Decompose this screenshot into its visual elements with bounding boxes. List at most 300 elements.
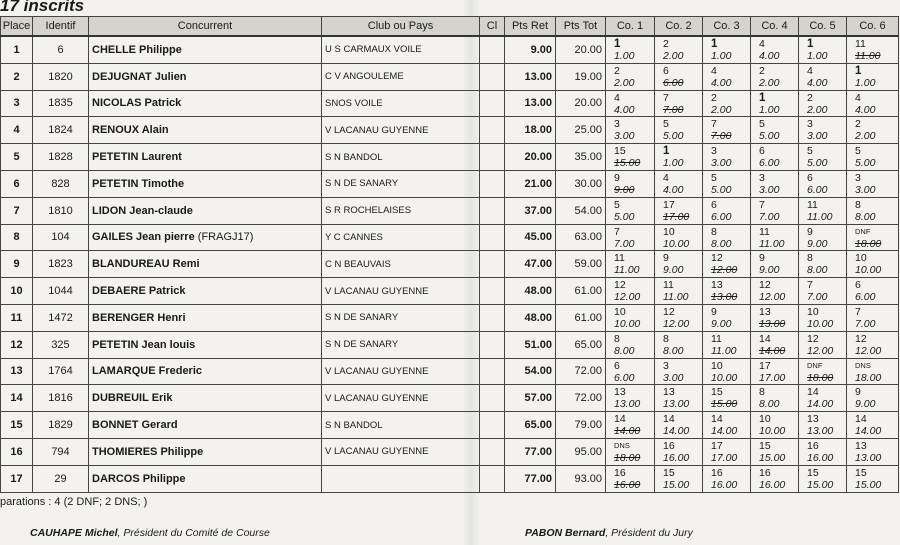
race-rank: 15 <box>663 466 675 479</box>
race-result-cell <box>847 170 899 197</box>
class-cell <box>480 412 505 439</box>
race-result-cell <box>655 251 703 278</box>
place-cell: 15 <box>1 412 33 439</box>
race-rank: 13 <box>711 279 723 292</box>
race-points-discarded: 18.00 <box>855 237 882 250</box>
race-points: 2.00 <box>759 76 780 89</box>
club-cell: SNOS VOILE <box>322 90 480 117</box>
place-cell: 17 <box>1 465 33 492</box>
place-cell: 1 <box>1 36 33 63</box>
race-rank: 6 <box>855 279 861 292</box>
race-result-cell <box>847 385 899 412</box>
competitor-cell <box>89 90 322 117</box>
race-points: 11.00 <box>663 291 689 304</box>
club-cell: S N DE SANARY <box>322 331 480 358</box>
competitor-cell <box>89 385 322 412</box>
club-cell: S N DE SANARY <box>322 170 480 197</box>
race-rank: 2 <box>855 118 861 131</box>
race-points: 14.00 <box>663 425 690 438</box>
race-points: 4.00 <box>614 103 635 116</box>
race-result-cell <box>751 117 799 144</box>
race-points-discarded: 13.00 <box>711 291 738 304</box>
race-result-cell <box>655 438 703 465</box>
points-retained-cell: 47.00 <box>505 251 556 278</box>
class-cell <box>480 224 505 251</box>
place-cell: 5 <box>1 144 33 171</box>
identif-cell: 104 <box>33 224 89 251</box>
race-points-discarded: 12.00 <box>711 264 738 277</box>
race-result-cell <box>655 197 703 224</box>
points-total-cell: 19.00 <box>556 63 606 90</box>
points-retained-cell: 57.00 <box>505 385 556 412</box>
race-rank: 2 <box>807 91 813 104</box>
race-rank: 7 <box>711 118 717 131</box>
race-result-cell <box>799 197 847 224</box>
competitor-cell <box>89 304 322 331</box>
race-result-cell <box>799 385 847 412</box>
race-rank: 14 <box>759 332 771 345</box>
race-rank: 17 <box>663 198 675 211</box>
competitor-cell <box>89 412 322 439</box>
race-result-cell <box>655 170 703 197</box>
race-rank: 10 <box>759 413 771 426</box>
competitor-name: PETETIN Timothe <box>92 177 185 190</box>
race-rank: 6 <box>711 198 717 211</box>
race-rank: 7 <box>614 225 620 238</box>
race-rank: 13 <box>807 413 819 426</box>
race-result-cell <box>847 63 899 90</box>
race-result-cell <box>847 331 899 358</box>
race-points: 11.00 <box>807 210 833 223</box>
race-result-cell <box>751 412 799 439</box>
race-points: 8.00 <box>711 237 732 250</box>
race-result-cell <box>606 197 655 224</box>
race-result-cell <box>751 438 799 465</box>
column-header: Place <box>1 17 33 37</box>
race-result-cell <box>847 224 899 251</box>
race-points: 16.00 <box>759 478 786 491</box>
identif-cell: 1810 <box>33 197 89 224</box>
race-rank: 14 <box>614 413 626 426</box>
competitor-name: DEJUGNAT Julien <box>92 70 187 83</box>
table-header <box>1 17 899 37</box>
race-rank: 5 <box>614 198 620 211</box>
race-rank: 10 <box>855 252 867 265</box>
points-retained-cell: 20.00 <box>505 144 556 171</box>
signatory-name: PABON Bernard <box>525 527 606 539</box>
race-points: 12.00 <box>759 291 786 304</box>
class-cell <box>480 465 505 492</box>
place-cell: 13 <box>1 358 33 385</box>
race-rank: 11 <box>807 198 818 211</box>
race-result-cell <box>751 170 799 197</box>
competitor-name: CHELLE Philippe <box>92 43 182 56</box>
race-rank: 17 <box>711 439 723 452</box>
race-result-cell <box>751 90 799 117</box>
race-result-cell <box>799 304 847 331</box>
club-cell: V LACANAU GUYENNE <box>322 358 480 385</box>
race-points: 9.00 <box>807 237 828 250</box>
column-header: Cl <box>480 17 505 37</box>
race-points: 10.00 <box>855 264 882 277</box>
identif-cell: 1828 <box>33 144 89 171</box>
class-cell <box>480 278 505 305</box>
race-result-cell <box>799 36 847 63</box>
page-title: 17 inscrits <box>0 0 85 15</box>
race-points: 9.00 <box>711 317 732 330</box>
race-points: 2.00 <box>807 103 828 116</box>
race-rank: 12 <box>807 332 819 345</box>
race-rank: 16 <box>807 439 819 452</box>
race-result-cell <box>606 465 655 492</box>
identif-cell: 1823 <box>33 251 89 278</box>
signature-jury <box>525 527 693 539</box>
race-result-cell <box>703 251 751 278</box>
race-result-cell <box>655 331 703 358</box>
race-rank: 9 <box>855 386 861 399</box>
race-points: 4.00 <box>711 76 732 89</box>
race-points: 1.00 <box>759 103 780 116</box>
club-cell: C N BEAUVAIS <box>322 251 480 278</box>
race-result-cell <box>606 224 655 251</box>
race-points: 5.00 <box>855 157 876 170</box>
table-row <box>1 197 899 224</box>
race-result-cell <box>751 331 799 358</box>
race-rank: 7 <box>663 91 669 104</box>
race-points: 3.00 <box>711 157 732 170</box>
identif-cell: 1820 <box>33 63 89 90</box>
competitor-cell <box>89 438 322 465</box>
class-cell <box>480 170 505 197</box>
race-rank: 4 <box>711 64 717 77</box>
race-rank: 12 <box>759 279 771 292</box>
club-cell: V LACANAU GUYENNE <box>322 385 480 412</box>
race-points: 6.00 <box>855 291 876 304</box>
race-result-cell <box>606 331 655 358</box>
race-rank: 10 <box>807 305 819 318</box>
race-points-discarded: 15.00 <box>711 398 738 411</box>
race-result-cell <box>703 278 751 305</box>
race-rank: 6 <box>663 64 669 77</box>
race-rank: DNF <box>855 226 871 236</box>
race-rank: 11 <box>711 332 722 345</box>
identif-cell: 1829 <box>33 412 89 439</box>
race-points: 10.00 <box>711 371 738 384</box>
race-result-cell <box>655 385 703 412</box>
class-cell <box>480 197 505 224</box>
race-rank: 8 <box>711 225 717 238</box>
race-rank: 4 <box>807 64 813 77</box>
competitor-cell <box>89 224 322 251</box>
place-cell: 4 <box>1 117 33 144</box>
points-retained-cell: 9.00 <box>505 36 556 63</box>
race-points: 8.00 <box>614 344 635 357</box>
identif-cell: 1824 <box>33 117 89 144</box>
table-row <box>1 465 899 492</box>
race-points: 1.00 <box>807 50 828 62</box>
signatory-role: , Président du Comité de Course <box>117 527 270 539</box>
table-row <box>1 278 899 305</box>
points-total-cell: 54.00 <box>556 197 606 224</box>
race-result-cell <box>606 304 655 331</box>
class-cell <box>480 251 505 278</box>
race-rank: 13 <box>663 386 675 399</box>
race-result-cell <box>606 170 655 197</box>
race-result-cell <box>751 197 799 224</box>
race-result-cell <box>799 144 847 171</box>
race-rank: 7 <box>759 198 765 211</box>
table-row <box>1 170 899 197</box>
race-result-cell <box>847 358 899 385</box>
race-rank: 9 <box>663 252 669 265</box>
competitor-cell <box>89 358 322 385</box>
column-header: Concurrent <box>89 17 322 37</box>
class-cell <box>480 144 505 171</box>
race-result-cell <box>606 144 655 171</box>
race-points: 13.00 <box>663 398 690 411</box>
competitor-cell <box>89 117 322 144</box>
points-retained-cell: 13.00 <box>505 90 556 117</box>
points-total-cell: 79.00 <box>556 412 606 439</box>
race-points: 9.00 <box>663 264 684 277</box>
race-result-cell <box>751 36 799 63</box>
race-rank: 9 <box>614 171 620 184</box>
club-cell: V LACANAU GUYENNE <box>322 278 480 305</box>
race-points: 4.00 <box>663 183 684 196</box>
race-points: 3.00 <box>759 183 780 196</box>
header-row <box>1 17 899 37</box>
competitor-name: LIDON Jean-claude <box>92 204 193 217</box>
identif-cell: 6 <box>33 36 89 63</box>
race-result-cell <box>751 251 799 278</box>
identif-cell: 1044 <box>33 278 89 305</box>
competitor-name: RENOUX Alain <box>92 124 169 137</box>
race-rank: 9 <box>711 305 717 318</box>
competitor-name: GAILES Jean pierre <box>92 231 195 244</box>
competitor-name: PETETIN Jean louis <box>92 338 196 351</box>
class-cell <box>480 36 505 63</box>
race-result-cell <box>799 331 847 358</box>
race-result-cell <box>799 412 847 439</box>
race-result-cell <box>847 304 899 331</box>
points-retained-cell: 13.00 <box>505 63 556 90</box>
race-points-discarded: 16.00 <box>614 478 641 491</box>
race-rank: 9 <box>759 252 765 265</box>
column-header: Co. 3 <box>703 17 751 37</box>
race-points: 13.00 <box>855 451 882 464</box>
identif-cell: 29 <box>33 465 89 492</box>
race-points: 15.00 <box>807 478 834 491</box>
points-total-cell: 59.00 <box>556 251 606 278</box>
column-header: Club ou Pays <box>322 17 480 37</box>
competitor-name: LAMARQUE Frederic <box>92 365 203 378</box>
race-result-cell <box>703 304 751 331</box>
place-cell: 9 <box>1 251 33 278</box>
race-result-cell <box>703 224 751 251</box>
race-result-cell <box>606 438 655 465</box>
table-row <box>1 251 899 278</box>
race-result-cell <box>751 385 799 412</box>
race-result-cell <box>655 465 703 492</box>
points-retained-cell: 54.00 <box>505 358 556 385</box>
race-result-cell <box>606 251 655 278</box>
race-points: 5.00 <box>663 130 684 143</box>
points-total-cell: 20.00 <box>556 90 606 117</box>
race-rank: 1 <box>807 38 814 50</box>
race-points: 2.00 <box>711 103 732 116</box>
column-header: Co. 4 <box>751 17 799 37</box>
race-points: 8.00 <box>663 344 684 357</box>
points-retained-cell: 51.00 <box>505 331 556 358</box>
identif-cell: 1835 <box>33 90 89 117</box>
race-points: 10.00 <box>807 317 834 330</box>
race-rank: 13 <box>614 386 626 399</box>
class-cell <box>480 117 505 144</box>
race-result-cell <box>799 117 847 144</box>
race-rank: 5 <box>807 145 813 158</box>
race-points: 6.00 <box>759 157 780 170</box>
signatory-name: CAUHAPE Michel <box>30 527 118 539</box>
race-rank: 16 <box>759 466 771 479</box>
points-retained-cell: 48.00 <box>505 304 556 331</box>
competitor-name: BERENGER Henri <box>92 311 186 324</box>
competitor-name: BLANDUREAU Remi <box>92 258 200 271</box>
race-points-discarded: 18.00 <box>807 371 834 384</box>
race-points: 4.00 <box>807 76 828 89</box>
race-points: 16.00 <box>807 451 834 464</box>
race-rank: 1 <box>711 38 718 50</box>
race-result-cell <box>847 278 899 305</box>
race-rank: 3 <box>807 118 813 131</box>
race-result-cell <box>703 412 751 439</box>
race-result-cell <box>703 90 751 117</box>
column-header: Co. 1 <box>606 17 655 37</box>
race-result-cell <box>655 63 703 90</box>
race-result-cell <box>606 385 655 412</box>
race-rank: 3 <box>663 359 669 372</box>
race-rank: 4 <box>759 38 765 50</box>
race-result-cell <box>703 465 751 492</box>
place-cell: 6 <box>1 170 33 197</box>
competitor-name: DARCOS Philippe <box>92 472 186 485</box>
place-cell: 14 <box>1 385 33 412</box>
class-cell <box>480 304 505 331</box>
race-rank: 17 <box>759 359 771 372</box>
race-result-cell <box>847 197 899 224</box>
race-rank: 1 <box>759 91 766 104</box>
race-points: 7.00 <box>807 291 828 304</box>
race-result-cell <box>799 278 847 305</box>
race-points: 6.00 <box>807 183 828 196</box>
race-rank: 6 <box>759 145 765 158</box>
race-points: 9.00 <box>759 264 780 277</box>
race-points-discarded: 14.00 <box>759 344 786 357</box>
race-result-cell <box>606 36 655 63</box>
race-points-discarded: 9.00 <box>614 183 635 196</box>
race-points: 2.00 <box>855 130 876 143</box>
race-result-cell <box>799 90 847 117</box>
column-header: Co. 2 <box>655 17 703 37</box>
competitor-name: BONNET Gerard <box>92 419 178 432</box>
competitor-cell <box>89 251 322 278</box>
race-result-cell <box>703 358 751 385</box>
place-cell: 10 <box>1 278 33 305</box>
class-cell <box>480 63 505 90</box>
points-total-cell: 93.00 <box>556 465 606 492</box>
column-header: Identif <box>33 17 89 37</box>
signatory-role: , Président du Jury <box>605 527 693 539</box>
identif-cell: 828 <box>33 170 89 197</box>
class-cell <box>480 358 505 385</box>
race-rank: 5 <box>759 118 765 131</box>
race-rank: 8 <box>663 332 669 345</box>
points-retained-cell: 21.00 <box>505 170 556 197</box>
class-cell <box>480 331 505 358</box>
race-rank: 11 <box>663 279 674 292</box>
race-points: 12.00 <box>614 291 641 304</box>
race-rank: 5 <box>711 171 717 184</box>
table-row <box>1 36 899 63</box>
club-cell: S N DE SANARY <box>322 304 480 331</box>
race-result-cell <box>847 465 899 492</box>
race-points: 15.00 <box>663 478 690 491</box>
column-header: Co. 5 <box>799 17 847 37</box>
race-rank: DNS <box>855 360 871 370</box>
race-points-discarded: 13.00 <box>759 317 786 330</box>
points-total-cell: 63.00 <box>556 224 606 251</box>
race-result-cell <box>751 63 799 90</box>
club-cell <box>322 465 480 492</box>
race-rank: 7 <box>807 279 813 292</box>
race-points: 17.00 <box>711 451 738 464</box>
race-points: 1.00 <box>663 157 684 170</box>
table-row <box>1 412 899 439</box>
club-cell: S N BANDOL <box>322 144 480 171</box>
race-rank: 8 <box>807 252 813 265</box>
race-rank: 14 <box>855 413 867 426</box>
race-result-cell <box>606 412 655 439</box>
race-result-cell <box>751 144 799 171</box>
race-result-cell <box>847 144 899 171</box>
race-points: 4.00 <box>855 103 876 116</box>
results-table <box>0 16 899 493</box>
club-cell: V LACANAU GUYENNE <box>322 438 480 465</box>
race-rank: 8 <box>614 332 620 345</box>
race-rank: 1 <box>614 38 621 50</box>
points-retained-cell: 77.00 <box>505 438 556 465</box>
table-body <box>1 36 899 492</box>
race-points: 12.00 <box>855 344 882 357</box>
race-points-discarded: 7.00 <box>711 130 732 143</box>
race-result-cell <box>751 304 799 331</box>
race-rank: 15 <box>855 466 867 479</box>
column-header: Pts Ret <box>505 17 556 37</box>
race-result-cell <box>655 304 703 331</box>
points-total-cell: 72.00 <box>556 385 606 412</box>
race-rank: 10 <box>663 225 675 238</box>
race-rank: 12 <box>711 252 723 265</box>
race-rank: 2 <box>759 64 765 77</box>
race-points: 16.00 <box>711 478 738 491</box>
place-cell: 16 <box>1 438 33 465</box>
race-rank: DNF <box>807 360 823 370</box>
competitor-id-note: (FRAGJ17) <box>197 231 254 244</box>
race-points: 6.00 <box>614 371 635 384</box>
class-cell <box>480 385 505 412</box>
race-points-discarded: 11.00 <box>855 50 881 62</box>
race-points: 4.00 <box>759 50 780 62</box>
race-result-cell <box>799 63 847 90</box>
